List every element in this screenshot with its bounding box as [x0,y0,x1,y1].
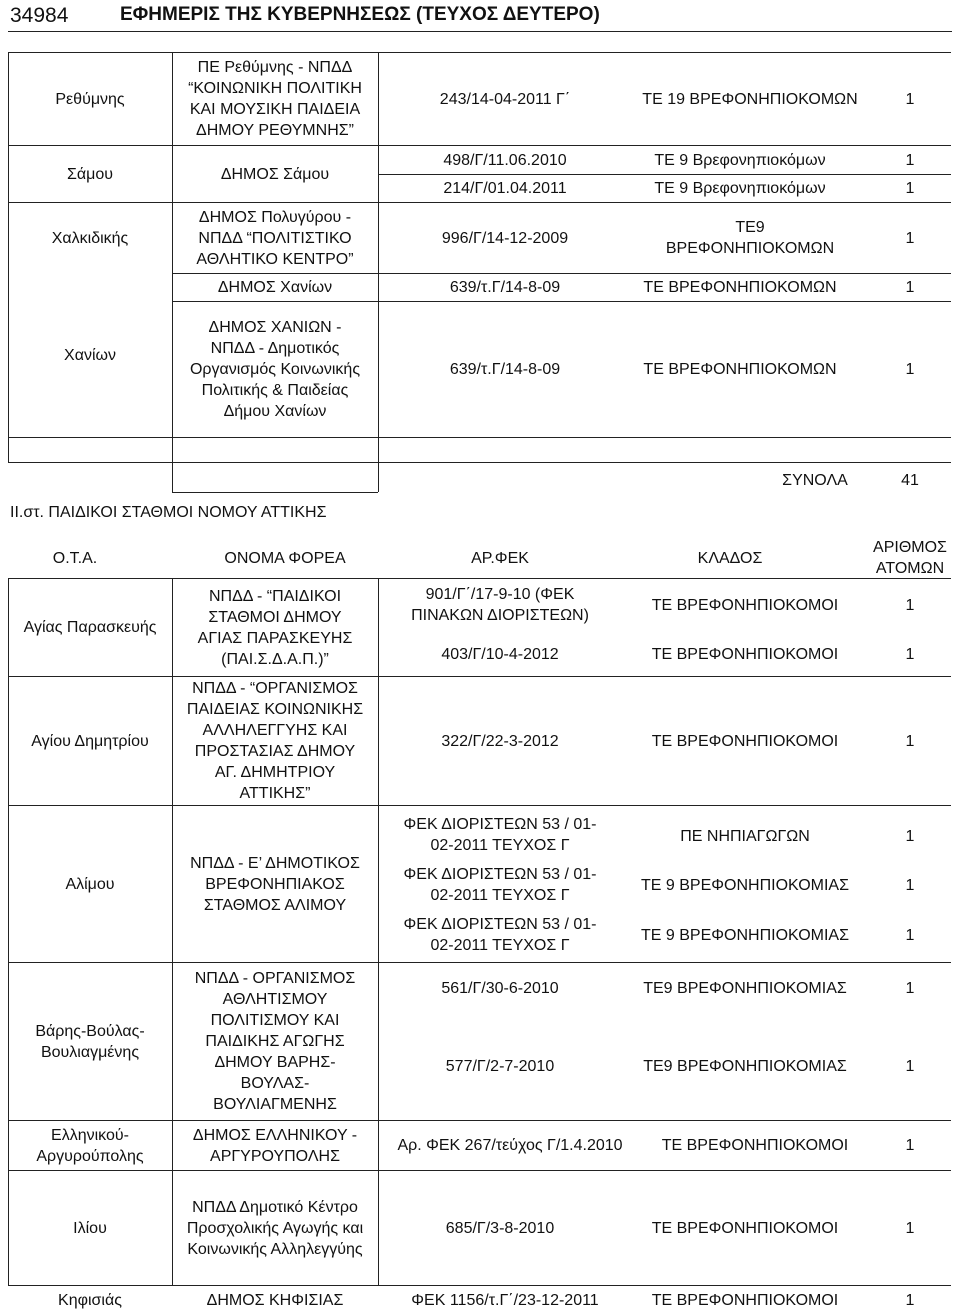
column-header: ΚΛΑΔΟΣ [697,549,763,567]
page-number: 34984 [10,4,69,27]
fek-cell: 498/Γ/11.06.2010 [443,151,567,169]
branch-cell: ΤΕ 9 ΒΡΕΦΟΝΗΠΙΟΚΟΜΙΑΣ [641,926,849,944]
totals-label: ΣΥΝΟΛΑ [782,471,848,489]
region-cell: Ρεθύμνης [55,90,125,108]
column-header: ΟΝΟΜΑ ΦΟΡΕΑ [224,549,346,567]
count-cell: 1 [905,90,915,108]
fek-cell: ΦΕΚ ΔΙΟΡΙΣΤΕΩΝ 53 / 01-02-2011 ΤΕΥΧΟΣ Γ [403,816,597,854]
table-2-border [172,578,173,1285]
count-cell: 1 [905,596,915,614]
region-cell: Χανίων [64,347,116,364]
ota-cell: Βάρης-Βούλας-Βουλιαγμένης [35,1022,145,1061]
body-cell: ΝΠΔΔ - ΟΡΓΑΝΙΣΜΟΣ ΑΘΛΗΤΙΣΜΟΥ ΠΟΛΙΤΙΣΜΟΥ ΚΑΙ ΠΑΙΔΙΚΗΣ ΑΓΩΓΗΣ ΔΗΜΟΥ ΒΑΡΗΣ-ΒΟΥΛΑΣ-ΒΟΥΛΙΑΓΜΕΝΗΣ [194,970,356,1113]
count-cell: 1 [905,180,915,197]
count-cell: 1 [905,279,915,296]
ota-cell: Αγίας Παρασκευής [23,619,157,636]
table-1-border [8,462,951,463]
ota-cell: Αγίου Δημητρίου [31,732,149,750]
region-cell: Σάμου [66,165,113,183]
fek-cell: 901/Γ΄/17-9-10 (ΦΕΚ ΠΙΝΑΚΩΝ ΔΙΟΡΙΣΤΕΩΝ) [411,586,589,624]
branch-cell: ΤΕ 9 Βρεφονηπιοκόμων [654,180,826,197]
ota-cell: Ελληνικού-Αργυρούπολης [36,1126,144,1165]
fek-cell: 639/τ.Γ/14-8-09 [449,279,561,296]
fek-cell: 996/Γ/14-12-2009 [441,229,569,247]
count-cell: 1 [905,876,915,894]
branch-cell: ΤΕ ΒΡΕΦΟΝΗΠΙΟΚΟΜΟΙ [651,645,839,663]
totals-value: 41 [901,471,919,489]
fek-cell: Αρ. ΦΕΚ 267/τεύχος Γ/1.4.2010 [397,1137,623,1154]
count-cell: 1 [905,827,915,845]
count-cell: 1 [905,732,915,750]
branch-cell: ΤΕ9 ΒΡΕΦΟΝΗΠΙΟΚΟΜΙΑΣ [643,979,847,997]
table-1-border [378,52,379,492]
count-cell: 1 [905,645,915,663]
count-cell: 1 [905,151,915,169]
count-cell: 1 [905,361,915,378]
table-1-border [172,492,378,493]
fek-cell: 214/Γ/01.04.2011 [443,180,567,197]
body-cell: ΝΠΔΔ - Ε’ ΔΗΜΟΤΙΚΟΣ ΒΡΕΦΟΝΗΠΙΑΚΟΣ ΣΤΑΘΜΟΣ ΑΛΙΜΟΥ [190,854,360,914]
branch-cell: ΤΕ ΒΡΕΦΟΝΗΠΙΟΚΟΜΟΙ [661,1137,849,1154]
count-cell: 1 [905,1137,915,1154]
table-2-border [378,578,379,1285]
fek-cell: 685/Γ/3-8-2010 [445,1219,555,1237]
body-cell: ΠΕ Ρεθύμνης - ΝΠΔΔ “ΚΟΙΝΩΝΙΚΗ ΠΟΛΙΤΙΚΗ ΚΑΙ ΜΟΥΣΙΚΗ ΠΑΙΔΕΙΑ ΔΗΜΟΥ ΡΕΘΥΜΝΗΣ” [188,59,362,139]
ota-cell: Ιλίου [73,1219,107,1237]
branch-cell: ΤΕ ΒΡΕΦΟΝΗΠΙΟΚΟΜΟΙ [651,596,839,614]
branch-cell: ΤΕ9 ΒΡΕΦΟΝΗΠΙΟΚΟΜΩΝ [665,219,835,257]
body-cell: ΔΗΜΟΣ Χανίων [217,279,333,296]
fek-cell: 561/Γ/30-6-2010 [441,979,559,997]
fek-cell: ΦΕΚ 1156/τ.Γ΄/23-12-2011 [411,1291,599,1309]
column-header: ΑΡΙΘΜΟΣ ΑΤΟΜΩΝ [873,539,947,577]
fek-cell: 403/Γ/10-4-2012 [441,645,559,663]
branch-cell: ΠΕ ΝΗΠΙΑΓΩΓΩΝ [680,827,810,845]
branch-cell: ΤΕ ΒΡΕΦΟΝΗΠΙΟΚΟΜΟΙ [651,732,839,750]
branch-cell: ΤΕ ΒΡΕΦΟΝΗΠΙΟΚΟΜΩΝ [643,279,837,296]
gazette-title: ΕΦΗΜΕΡΙΣ ΤΗΣ ΚΥΒΕΡΝΗΣΕΩΣ (ΤΕΥΧΟΣ ΔΕΥΤΕΡΟ) [120,4,600,25]
branch-cell: ΤΕ 9 ΒΡΕΦΟΝΗΠΙΟΚΟΜΙΑΣ [641,876,849,894]
ota-cell: Αλίμου [65,875,115,893]
table-1-border [172,52,173,492]
fek-cell: ΦΕΚ ΔΙΟΡΙΣΤΕΩΝ 53 / 01-02-2011 ΤΕΥΧΟΣ Γ [403,916,597,954]
fek-cell: 577/Γ/2-7-2010 [445,1057,555,1075]
count-cell: 1 [905,1219,915,1237]
count-cell: 1 [905,1057,915,1075]
body-cell: ΝΠΔΔ - “ΟΡΓΑΝΙΣΜΟΣ ΠΑΙΔΕΙΑΣ ΚΟΙΝΩΝΙΚΗΣ ΑΛΛΗΛΕΓΓΥΗΣ ΚΑΙ ΠΡΟΣΤΑΣΙΑΣ ΔΗΜΟΥ ΑΓ. ΔΗΜΗΤΡΙΟΥ ΑΤΤΙΚΗΣ” [186,680,364,802]
branch-cell: ΤΕ9 ΒΡΕΦΟΝΗΠΙΟΚΟΜΙΑΣ [643,1057,847,1075]
fek-cell: 243/14-04-2011 Γ΄ [439,90,571,108]
count-cell: 1 [905,926,915,944]
fek-cell: ΦΕΚ ΔΙΟΡΙΣΤΕΩΝ 53 / 01-02-2011 ΤΕΥΧΟΣ Γ [403,866,597,904]
branch-cell: ΤΕ ΒΡΕΦΟΝΗΠΙΟΚΟΜΟΙ [651,1219,839,1237]
fek-cell: 322/Γ/22-3-2012 [441,732,559,750]
fek-cell: 639/τ.Γ/14-8-09 [449,361,561,378]
branch-cell: ΤΕ ΒΡΕΦΟΝΗΠΙΟΚΟΜΩΝ [643,361,837,378]
count-cell: 1 [905,1291,915,1309]
count-cell: 1 [905,229,915,247]
table-1-border [8,437,951,438]
branch-cell: ΤΕ 9 Βρεφονηπιοκόμων [654,151,826,169]
body-cell: ΔΗΜΟΣ Πολυγύρου - ΝΠΔΔ “ΠΟΛΙΤΙΣΤΙΚΟ ΑΘΛΗΤΙΚΟ ΚΕΝΤΡΟ” [196,208,354,268]
region-cell: Χαλκιδικής [51,229,129,247]
branch-cell: ΤΕ ΒΡΕΦΟΝΗΠΙΟΚΟΜΟΙ [651,1291,839,1309]
body-cell: ΝΠΔΔ - “ΠΑΙΔΙΚΟΙ ΣΤΑΘΜΟΙ ΔΗΜΟΥ ΑΓΙΑΣ ΠΑΡΑΣΚΕΥΗΣ (ΠΑΙ.Σ.Δ.Α.Π.)” [197,587,353,668]
body-cell: ΔΗΜΟΣ ΚΗΦΙΣΙΑΣ [206,1291,344,1309]
column-header: ΑΡ.ΦΕΚ [471,549,529,567]
header-rule [8,31,952,32]
table-2-border [8,1285,951,1286]
body-cell: ΔΗΜΟΣ ΕΛΛΗΝΙΚΟΥ - ΑΡΓΥΡΟΥΠΟΛΗΣ [192,1126,358,1165]
column-header: Ο.Τ.Α. [52,549,98,567]
ota-cell: Κηφισιάς [58,1291,122,1309]
count-cell: 1 [905,979,915,997]
branch-cell: ΤΕ 19 ΒΡΕΦΟΝΗΠΙΟΚΟΜΩΝ [642,90,858,108]
body-cell: ΔΗΜΟΣ ΧΑΝΙΩΝ - ΝΠΔΔ - Δημοτικός Οργανισμός Κοινωνικής Πολιτικής & Παιδείας Δήμου Χανίων [189,319,361,420]
body-cell: ΝΠΔΔ Δημοτικό Κέντρο Προσχολικής Αγωγής και Κοινωνικής Αλληλεγγύης [186,1198,364,1258]
body-cell: ΔΗΜΟΣ Σάμου [220,165,330,183]
page-header [0,0,960,30]
section-title: ΙΙ.στ. ΠΑΙΔΙΚΟΙ ΣΤΑΘΜΟΙ ΝΟΜΟΥ ΑΤΤΙΚΗΣ [10,504,327,521]
